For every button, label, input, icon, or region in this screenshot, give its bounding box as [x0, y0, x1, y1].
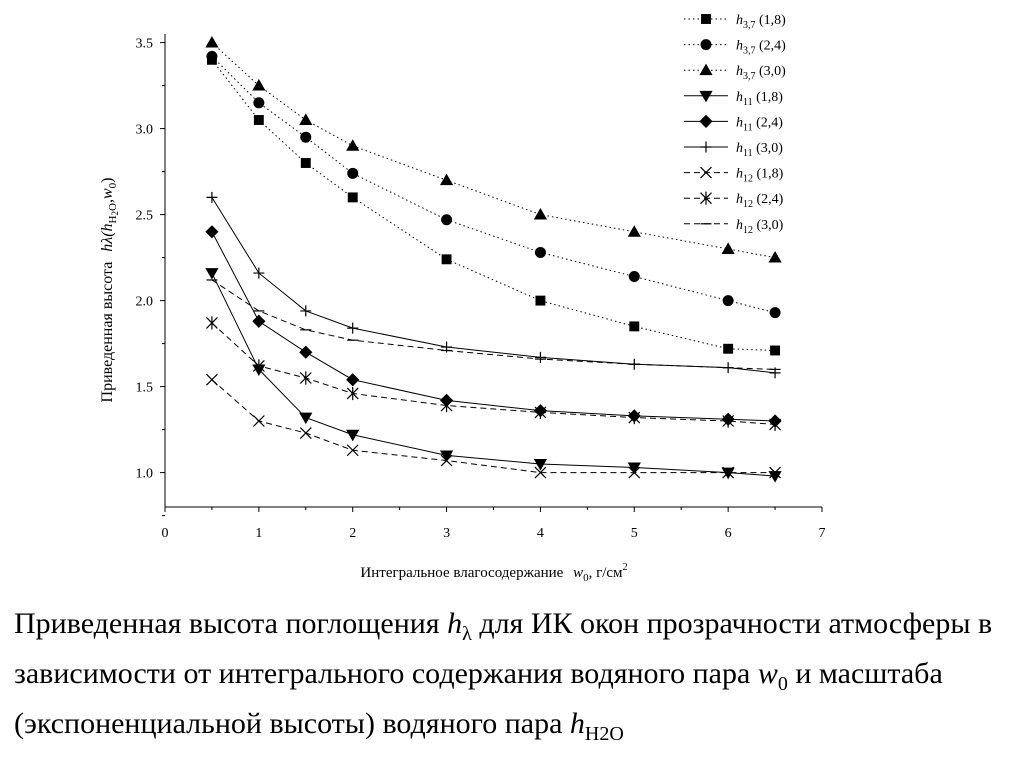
- data-point-2-4: [440, 174, 453, 186]
- data-point-4-0: [205, 225, 218, 238]
- legend-label-1: $h_{3,7}$ (2,4): [736, 38, 786, 57]
- series-1: [206, 51, 780, 318]
- series-3: [205, 268, 781, 483]
- data-point-2-6: [628, 225, 641, 237]
- data-point-1-6: [629, 271, 640, 282]
- data-point-1-1: [253, 97, 264, 108]
- legend-entry-2: [684, 64, 786, 83]
- y-tick-label-4: 3.0: [135, 122, 153, 138]
- axes: [136, 34, 826, 541]
- figure-caption: Приведенная высота поглощения $h_\lambda$ для ИК окон прозрачности атмосферы в зависимости от интегрального содержания водяного пара $w_0$ и масштаба (экспоненциальной высоты) водяного пара $h_{H2O}$: [14, 607, 993, 745]
- y-tick-label-1: 1.5: [135, 380, 153, 396]
- legend-marker-1: [701, 39, 712, 50]
- series-line-6: [212, 380, 775, 473]
- x-tick-label-1: 1: [255, 526, 263, 541]
- data-point-1-4: [441, 214, 452, 225]
- data-point-4-3: [346, 373, 359, 386]
- data-point-1-7: [723, 295, 734, 306]
- data-point-7-0: [206, 316, 217, 329]
- legend-label-3: $h_{11}$ (1,8): [736, 89, 783, 108]
- data-point-0-7: [723, 344, 733, 354]
- legend-label-4: $h_{11}$ (2,4): [736, 115, 783, 134]
- data-point-1-2: [300, 132, 311, 143]
- data-point-2-3: [346, 139, 359, 151]
- series-6: [206, 374, 780, 478]
- x-tick-label-2: 2: [349, 526, 357, 541]
- legend-marker-2: [699, 64, 712, 76]
- data-point-3-2: [299, 413, 312, 425]
- data-point-3-5: [534, 459, 547, 471]
- x-tick-label-5: 5: [630, 526, 638, 541]
- data-point-1-5: [535, 247, 546, 258]
- data-point-5-1: [253, 268, 264, 279]
- data-point-0-3: [348, 192, 358, 202]
- x-tick-label-4: 4: [536, 526, 544, 541]
- data-point-0-2: [301, 158, 311, 168]
- data-point-2-7: [722, 242, 735, 254]
- data-point-0-1: [254, 115, 264, 125]
- legend-label-5: $h_{11}$ (3,0): [736, 141, 783, 159]
- legend-entry-6: [684, 167, 784, 185]
- data-point-2-8: [768, 251, 781, 263]
- x-tick-label-6: 6: [724, 526, 732, 541]
- x-axis-label: Интегральное влагосодержание $w_0$, $г/см^2$: [360, 562, 628, 584]
- data-point-5-0: [206, 192, 217, 203]
- legend-entry-0: [684, 13, 786, 31]
- data-point-0-4: [442, 254, 452, 264]
- legend-label-2: $h_{3,7}$ (3,0): [736, 64, 786, 83]
- data-point-2-5: [534, 208, 547, 220]
- y-tick-label-5: 3.5: [135, 36, 153, 52]
- series-5: [206, 192, 780, 378]
- series-line-1: [212, 56, 775, 312]
- legend-entry-8: [684, 218, 784, 236]
- data-point-4-1: [252, 315, 265, 328]
- data-point-6-0: [206, 374, 217, 385]
- data-point-0-8: [770, 346, 780, 356]
- data-point-5-5: [535, 352, 546, 363]
- data-point-1-0: [206, 51, 217, 62]
- data-point-1-8: [770, 307, 781, 318]
- data-point-4-2: [299, 346, 312, 359]
- legend-entry-5: [684, 141, 783, 159]
- series-8: [206, 280, 780, 369]
- legend-entry-3: [684, 90, 783, 108]
- series-line-2: [212, 43, 775, 258]
- y-tick-label-0: 1.0: [135, 466, 153, 482]
- series-line-4: [212, 232, 775, 421]
- legend-label-7: $h_{12}$ (2,4): [736, 192, 784, 211]
- data-point-0-6: [629, 321, 639, 331]
- data-point-1-3: [347, 168, 358, 179]
- legend-entry-7: [684, 192, 784, 211]
- y-tick-label-2: 2.0: [135, 294, 153, 310]
- series-line-8: [212, 280, 775, 369]
- legend-label-0: $h_{3,7}$ (1,8): [736, 13, 786, 31]
- legend-marker-5: [701, 142, 712, 153]
- data-point-5-3: [347, 323, 358, 334]
- y-tick-label-3: 2.5: [135, 208, 153, 224]
- x-tick-label-3: 3: [443, 526, 451, 541]
- data-point-5-2: [300, 305, 311, 316]
- series-4: [205, 225, 781, 427]
- series-line-7: [212, 323, 775, 424]
- x-tick-label-0: 0: [161, 526, 169, 541]
- legend-entry-4: [684, 115, 783, 134]
- y-axis-label: Приведенная высота $h\lambda(h_H2O,w_0)$: [99, 177, 120, 403]
- data-point-0-5: [535, 296, 545, 306]
- series-layer: [205, 36, 781, 483]
- data-point-2-0: [205, 36, 218, 48]
- series-2: [205, 36, 781, 263]
- legend-label-8: $h_{12}$ (3,0): [736, 217, 784, 236]
- data-point-6-2: [300, 428, 311, 439]
- x-tick-label-7: 7: [818, 526, 826, 541]
- legend-marker-3: [699, 91, 712, 103]
- series-7: [206, 316, 780, 431]
- series-0: [207, 55, 780, 356]
- data-point-6-1: [253, 416, 264, 427]
- legend-marker-0: [701, 14, 711, 24]
- legend-label-6: $h_{12}$ (1,8): [736, 166, 784, 185]
- series-line-0: [212, 60, 775, 351]
- data-point-2-1: [252, 79, 265, 91]
- data-point-7-2: [300, 371, 311, 384]
- data-point-2-2: [299, 113, 312, 125]
- data-point-3-0: [205, 268, 218, 280]
- legend-marker-4: [699, 115, 712, 128]
- legend-entry-1: [684, 39, 786, 57]
- legend: [684, 13, 786, 236]
